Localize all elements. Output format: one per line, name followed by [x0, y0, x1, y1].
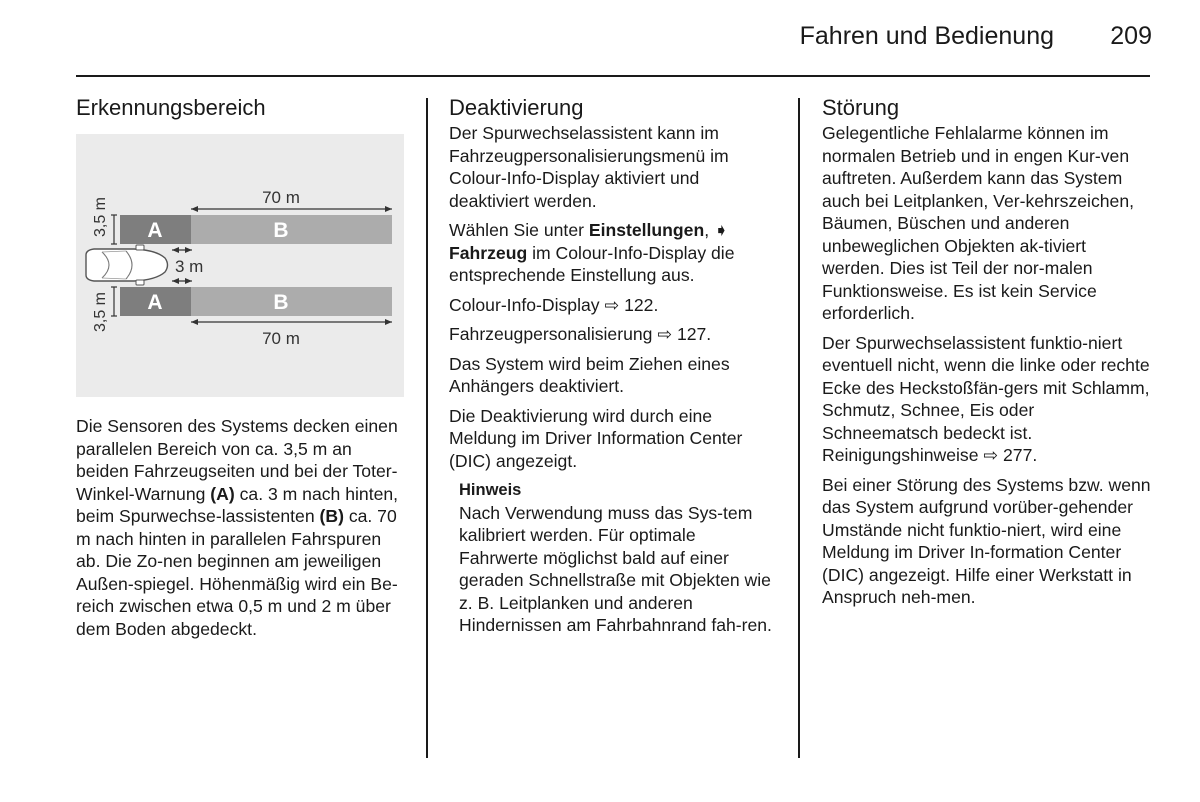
header-rule: [76, 75, 1150, 77]
gap-label: 3 m: [175, 257, 204, 276]
note-text: Nach Verwendung muss das Sys-tem kalibriert werden. Für optimale Fahrwerte möglichst bald auf einer geraden Schnellstraße mit Objekten wie z. B. Leitplanken und anderen Hindernissen am Fahrbahnrand fah-ren.: [459, 502, 772, 635]
section-heading-erkennungsbereich: Erkennungsbereich: [76, 95, 266, 120]
column-divider-right: [798, 98, 800, 758]
car-top-view-icon: [86, 245, 168, 285]
header-title: Fahren und Bedienung: [799, 22, 1054, 50]
detection-zone-diagram: [76, 134, 404, 397]
crossref-colour-info-display: Colour-Info-Display ⇨ 122.: [449, 294, 659, 315]
paragraph-dic-message: Die Deaktivierung wird durch eine Meldung im Driver Information Center (DIC) angezeigt.: [449, 405, 743, 471]
column-3: [822, 94, 1152, 616]
crossref-fahrzeugpersonalisierung: Fahrzeugpersonalisierung ⇨ 127.: [449, 324, 712, 344]
width-label-top: 3,5 m: [92, 196, 109, 238]
zone-b-top: [191, 215, 392, 244]
zone-a-bottom-label: A: [147, 291, 163, 314]
paragraph-fault-message: Bei einer Störung des Systems bzw. wenn das System aufgrund vorüber-gehender Umstände nicht funktio-niert, wird eine Meldung im Driver In-formation Center (DIC) angezeigt. Hilfe einer Werkstatt in Anspruch neh-men.: [822, 474, 1151, 607]
sensor-description-paragraph: Die Sensoren des Systems decken einen parallelen Bereich von ca. 3,5 m an beiden Fahrzeugseiten und bei der Toter-Winkel-Warnung (A) ca. 3 m nach hinten, beim Spurwechse-lassistenten (B) ca. 70 m nach hinten in parallelen Fahrspuren ab. Die Zo-nen beginnen am jeweiligen Außen-spiegel. Höhenmäßig wird ein Be-reich zwischen etwa 0,5 m und 2 m über dem Boden abgedeckt.: [76, 416, 399, 639]
column-divider-left: [426, 98, 428, 758]
length-label-top: 70 m: [262, 188, 300, 207]
note-title: Hinweis: [459, 481, 522, 499]
column-1: [76, 94, 406, 647]
note-box: [449, 479, 779, 637]
length-dimension-bottom: [191, 319, 392, 348]
section-heading-stoerung: Störung: [822, 95, 900, 120]
gap-dimension: [172, 247, 203, 284]
paragraph-false-alarms: Gelegentliche Fehlalarme können im normalen Betrieb und in engen Kur-ven auftreten. Außerdem kann das System auch bei Leitplanken, Ver-kehrszeichen, Bäumen, Büschen und anderen unbeweglichen Objekten ak-tiviert werden. Dies ist Teil der nor-malen Funktionsweise. Es ist kein Service erforderlich.: [822, 123, 1134, 323]
length-dimension-top: [191, 188, 392, 212]
zone-b-top-label: B: [273, 219, 289, 242]
width-label-bottom: 3,5 m: [92, 291, 109, 333]
length-label-bottom: 70 m: [262, 329, 300, 348]
width-dimension-top: [92, 197, 117, 244]
column-2: [449, 94, 779, 637]
paragraph-settings-path: Wählen Sie unter Einstellungen, ➧ Fahrzeug im Colour-Info-Display die entsprechende Einstellung aus.: [449, 220, 735, 285]
zone-a-top-label: A: [147, 219, 163, 242]
paragraph-trailer: Das System wird beim Ziehen eines Anhängers deaktiviert.: [449, 353, 730, 396]
zone-b-bottom: [191, 287, 392, 316]
paragraph-bumper-dirt: Der Spurwechselassistent funktio-niert eventuell nicht, wenn die linke oder rechte Ecke des Heckstoßfän-gers mit Schlamm, Schmutz, Schnee, Eis oder Schneematsch bedeckt ist. Reinigungshinweise ⇨ 277.: [822, 332, 1150, 465]
paragraph-activation: Der Spurwechselassistent kann im Fahrzeugpersonalisierungsmenü im Colour-Info-Display aktiviert und deaktiviert werden.: [449, 123, 729, 211]
width-dimension-bottom: [92, 287, 117, 332]
page-number: 209: [1110, 22, 1152, 50]
detection-zone-svg: [76, 134, 404, 397]
section-heading-deaktivierung: Deaktivierung: [449, 95, 584, 120]
zone-b-bottom-label: B: [273, 291, 289, 314]
